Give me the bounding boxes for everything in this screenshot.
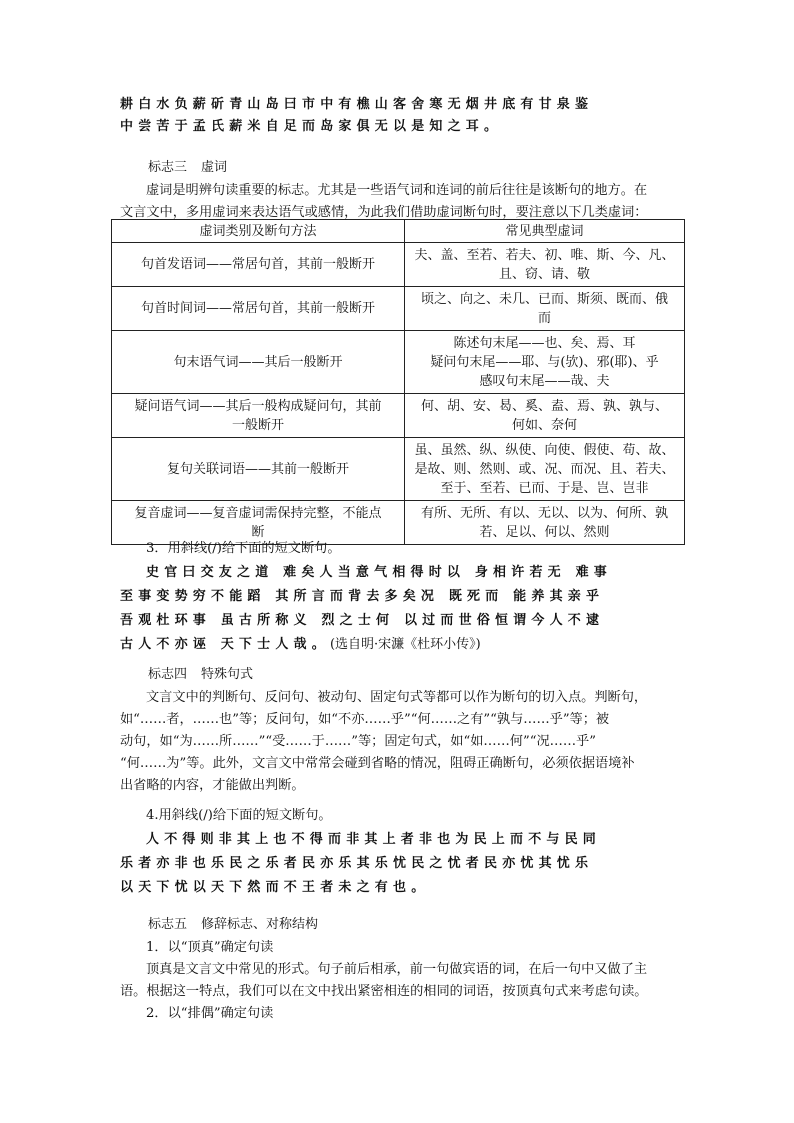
section3-heading bbox=[148, 158, 227, 178]
paragraph-line: 动句，如“为……所……”“受……于……”等；固定句式，如“如……何”“况……乎” bbox=[120, 734, 596, 749]
paragraph-line: 出省略的内容，才能做出判断。 bbox=[120, 778, 305, 793]
table-cell-category bbox=[112, 331, 405, 394]
table-row bbox=[112, 331, 685, 394]
cell-line: 感叹句末尾——哉、夫 bbox=[479, 373, 610, 389]
table-row bbox=[112, 438, 685, 501]
table-header-category: 虚词类别及断句方法 bbox=[112, 220, 405, 243]
passage-line: 人不得则非其上也不得而非其上者非也为民上而不与民同 bbox=[146, 832, 602, 847]
paragraph-line: 如“……者，……也”等；反问句，如“不亦……乎”“何……之有”“孰与……乎”等；被 bbox=[120, 712, 610, 727]
passage-line: 吾观杜环事 虽古所称义 烈之士何 以过而世俗恒谓今人不逮 bbox=[120, 613, 605, 628]
section3-paragraph bbox=[120, 180, 648, 224]
cell-line: 有所、无所、有以、无以、以为、何所、孰 bbox=[420, 505, 668, 521]
cell-line: 陈述句末尾——也、矣、焉、耳 bbox=[453, 335, 636, 351]
table-cell-words bbox=[405, 394, 685, 438]
paragraph-line: 语。根据这一特点，我们可以在文中找出紧密相连的相同的词语，按顶真句式来考虑句读。 bbox=[120, 984, 648, 999]
cell-line: 断 bbox=[251, 524, 265, 540]
section4-heading bbox=[148, 665, 253, 685]
passage-line: 以天下忧以天下然而不王者未之有也。 bbox=[120, 880, 430, 895]
table-row bbox=[112, 394, 685, 438]
exercise4-instruction bbox=[146, 805, 332, 827]
cell-line: 句首发语词——常居句首，其前一般断开 bbox=[140, 257, 375, 272]
cell-line: 疑问句末尾——耶、与(欤)、邪(耶)、乎 bbox=[430, 354, 659, 370]
function-word-table bbox=[111, 219, 685, 545]
section4-paragraph bbox=[120, 687, 647, 797]
cell-line: 是故、则、然则、或、况、而况、且、若夫、 bbox=[414, 461, 675, 477]
cell-line: 疑问语气词——其后一般构成疑问句，其前 bbox=[134, 398, 382, 414]
subheading-text: 1．以“顶真”确定句读 bbox=[146, 940, 274, 955]
table-header-words: 常见典型虚词 bbox=[405, 220, 685, 243]
cell-line: 复音虚词——复音虚词需保持完整，不能点 bbox=[134, 505, 382, 521]
passage-line: 史官曰交友之道 难矣人当意气相得时以 身相许若无 难事 bbox=[146, 565, 612, 580]
cell-line: 且、窃、请、敬 bbox=[498, 266, 590, 282]
cell-line: 至于、至若、已而、于是、岂、岂非 bbox=[440, 480, 649, 496]
table-row bbox=[112, 287, 685, 331]
table-row bbox=[112, 243, 685, 287]
table-cell-category bbox=[112, 394, 405, 438]
cell-line: 虽、虽然、纵、纵使、向使、假使、苟、故、 bbox=[414, 442, 675, 458]
passage-line: 至事变势穷不能蹈 其所言而背去多矣况 既死而 能养其亲乎 bbox=[120, 589, 605, 604]
cell-line: 句首时间词——常居句首，其前一般断开 bbox=[140, 301, 375, 316]
cell-line: 一般断开 bbox=[231, 417, 284, 433]
table-cell-words bbox=[405, 287, 685, 331]
section5-paragraph bbox=[120, 959, 648, 1003]
cell-line: 若、足以、何以、然则 bbox=[479, 524, 610, 540]
cell-line: 夫、盖、至若、若夫、初、唯、斯、今、凡、 bbox=[414, 247, 675, 263]
exercise3-instruction bbox=[146, 538, 341, 560]
cell-line: 何、胡、安、曷、奚、盍、焉、孰、孰与、 bbox=[420, 398, 668, 414]
table-cell-category bbox=[112, 243, 405, 287]
exercise3-passage bbox=[120, 561, 612, 657]
passage-line: 耕白水负薪斫青山岛曰市中有樵山客舍寒无烟井底有甘泉鉴 bbox=[120, 97, 594, 112]
paragraph-line: 顶真是文言文中常见的形式。句子前后相承，前一句做宾语的词，在后一句中又做了主 bbox=[146, 962, 648, 977]
section5-sub2-title bbox=[146, 1003, 273, 1025]
cell-line: 何如、奈何 bbox=[511, 417, 577, 433]
cell-line: 句末语气词——其后一般断开 bbox=[173, 354, 343, 370]
cell-line: 复句关联词语——其前一般断开 bbox=[166, 461, 349, 477]
table-header-row bbox=[112, 220, 685, 243]
table-cell-words bbox=[405, 438, 685, 501]
cell-line: 顷之、向之、未几、已而、斯须、既而、俄 bbox=[420, 291, 668, 307]
table-cell-words bbox=[405, 243, 685, 287]
subheading-text: 2．以“排偶”确定句读 bbox=[146, 1006, 274, 1021]
paragraph-line: 文言文中，多用虚词来表达语气或感情，为此我们借助虚词断句时，要注意以下几类虚词： bbox=[120, 205, 648, 220]
instruction-text: 4.用斜线(/)给下面的短文断句。 bbox=[146, 808, 332, 823]
exercise4-passage bbox=[120, 828, 602, 900]
passage-line: 古人不亦诬 天下士人哉。 bbox=[120, 637, 330, 652]
cell-line: 而 bbox=[537, 310, 551, 326]
paragraph-line: 文言文中的判断句、反问句、被动句、固定句式等都可以作为断句的切入点。判断句， bbox=[146, 690, 648, 705]
instruction-text: 3．用斜线(/)给下面的短文断句。 bbox=[146, 541, 341, 556]
section5-sub1-title bbox=[146, 937, 273, 959]
passage-source: (选自明·宋濂《杜环小传》) bbox=[329, 637, 481, 652]
passage-line: 乐者亦非也乐民之乐者民亦乐其乐忧民之忧者民亦忧其忧乐 bbox=[120, 856, 594, 871]
section5-label: 标志五 bbox=[148, 917, 188, 932]
section3-label: 标志三 bbox=[148, 160, 188, 175]
section4-label: 标志四 bbox=[148, 667, 188, 682]
table-cell-category bbox=[112, 438, 405, 501]
table-cell-category bbox=[112, 287, 405, 331]
table-cell-words bbox=[405, 331, 685, 394]
table-cell-words bbox=[405, 501, 685, 545]
paragraph-line: 虚词是明辨句读重要的标志。尤其是一些语气词和连词的前后往往是该断句的地方。在 bbox=[146, 183, 648, 198]
section5-title: 修辞标志、对称结构 bbox=[201, 917, 319, 932]
section4-title: 特殊句式 bbox=[201, 667, 254, 682]
section3-title: 虚词 bbox=[201, 160, 228, 175]
section5-heading bbox=[148, 915, 318, 935]
paragraph-line: “何……为”等。此外，文言文中常常会碰到省略的情况，阻碍正确断句，必须依据语境补 bbox=[120, 756, 635, 771]
intro-passage bbox=[120, 94, 593, 138]
passage-line: 中尝苦于孟氏薪米自足而岛家俱无以是知之耳。 bbox=[120, 119, 503, 134]
